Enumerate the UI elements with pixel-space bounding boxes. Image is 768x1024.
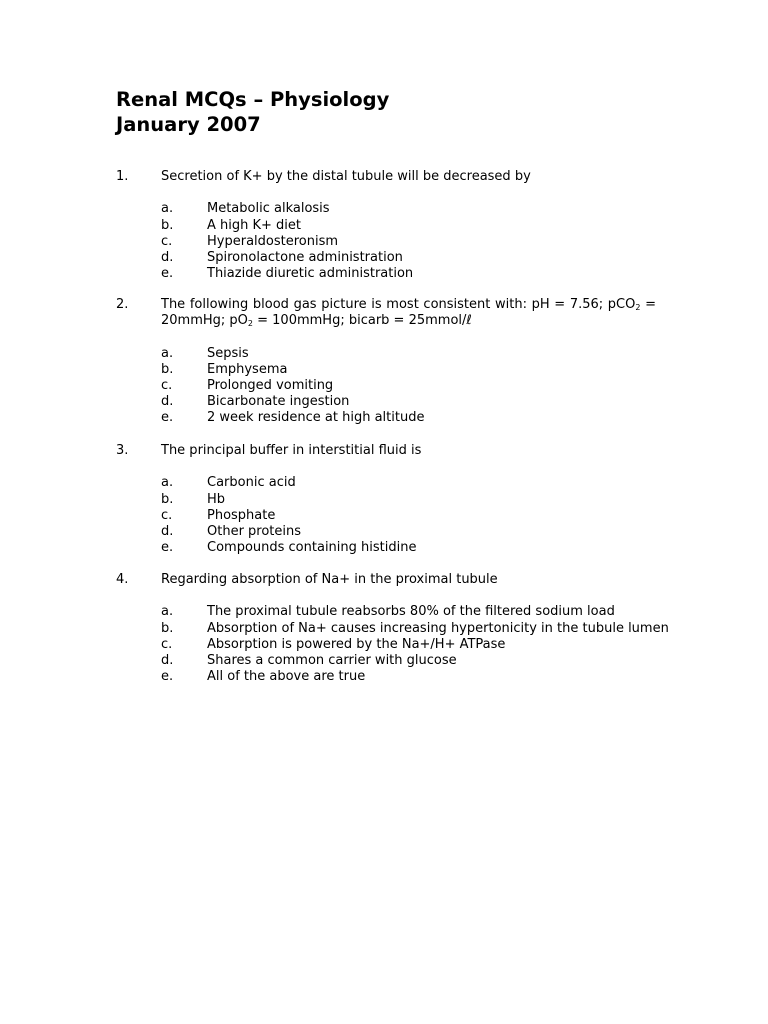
option-text: Absorption is powered by the Na+/H+ ATPase <box>207 636 506 652</box>
option-e <box>116 540 656 556</box>
option-text: A high K+ diet <box>207 217 302 233</box>
option-letter: e. <box>161 410 174 426</box>
option-b <box>116 362 656 378</box>
option-text: Bicarbonate ingestion <box>207 394 350 410</box>
option-letter: e. <box>161 266 174 282</box>
option-list <box>116 201 656 282</box>
option-letter: a. <box>161 604 174 620</box>
question-stem: Regarding absorption of Na+ in the proximal tubule <box>161 572 498 587</box>
question-number: 3. <box>116 443 129 458</box>
option-letter: c. <box>161 636 173 652</box>
question-number: 4. <box>116 572 129 587</box>
option-list <box>116 604 669 685</box>
option-text: Compounds containing histidine <box>207 540 417 556</box>
option-list <box>116 475 656 556</box>
subscript: 2 <box>247 319 253 329</box>
subscript: 2 <box>635 303 641 312</box>
option-a <box>116 475 656 491</box>
option-letter: a. <box>161 475 174 491</box>
title-line-2: January 2007 <box>116 113 261 136</box>
option-text: Spironolactone administration <box>207 249 403 265</box>
stem-part: The following blood gas picture is most consistent with: pH = 7.56; pCO <box>161 297 636 312</box>
option-letter: c. <box>161 377 173 393</box>
option-a <box>116 604 656 620</box>
option-text: Shares a common carrier with glucose <box>207 652 457 668</box>
option-list <box>116 346 656 427</box>
title-line-1: Renal MCQs – Physiology <box>116 88 390 111</box>
option-text: Phosphate <box>207 507 276 523</box>
option-e <box>116 669 656 685</box>
document-title <box>116 87 389 137</box>
question-number: 2. <box>116 297 129 312</box>
option-text: Hyperaldosteronism <box>207 233 339 249</box>
option-text: Emphysema <box>207 361 288 377</box>
option-text: Other proteins <box>207 523 302 539</box>
question-3 <box>116 443 656 556</box>
option-d <box>116 394 656 410</box>
option-letter: d. <box>161 652 174 668</box>
option-text: 2 week residence at high altitude <box>207 410 425 426</box>
question-1 <box>116 169 656 282</box>
option-text: Metabolic alkalosis <box>207 201 330 217</box>
option-text: The proximal tubule reabsorbs 80% of the filtered sodium load <box>207 604 615 620</box>
option-text: Hb <box>207 491 226 507</box>
option-a <box>116 346 656 362</box>
option-e <box>116 266 656 282</box>
question-number: 1. <box>116 169 129 184</box>
option-b <box>116 492 656 508</box>
stem-part: = 100mmHg; bicarb = 25mmol/ℓ <box>253 313 472 329</box>
option-b <box>116 620 669 637</box>
question-stem: Secretion of K+ by the distal tubule will be decreased by <box>161 169 531 184</box>
option-letter: a. <box>161 345 174 361</box>
option-letter: b. <box>161 491 174 507</box>
option-text: Absorption of Na+ causes increasing hypertonicity in the tubule lumen <box>207 620 669 636</box>
option-text: Thiazide diuretic administration <box>207 266 414 282</box>
option-letter: b. <box>161 361 174 377</box>
question-2 <box>116 297 656 427</box>
option-c <box>116 637 656 653</box>
option-d <box>116 524 656 540</box>
option-text: Carbonic acid <box>207 475 296 491</box>
option-letter: b. <box>161 217 174 233</box>
option-letter: e. <box>161 540 174 556</box>
question-stem: The principal buffer in interstitial fluid is <box>161 443 422 458</box>
option-letter: a. <box>161 201 174 217</box>
option-d <box>116 653 656 669</box>
option-letter: b. <box>161 620 174 636</box>
option-letter: d. <box>161 523 174 539</box>
option-letter: c. <box>161 507 173 523</box>
question-stem <box>161 297 656 329</box>
option-e <box>116 410 656 426</box>
option-letter: e. <box>161 669 174 685</box>
option-letter: d. <box>161 394 174 410</box>
option-text: Prolonged vomiting <box>207 377 334 393</box>
stem-part: = 20mmHg; pO <box>161 297 656 329</box>
option-c <box>116 378 656 394</box>
option-c <box>116 508 656 524</box>
question-4 <box>116 572 669 685</box>
option-d <box>116 250 656 266</box>
option-b <box>116 218 656 234</box>
option-text: All of the above are true <box>207 669 366 685</box>
option-letter: d. <box>161 249 174 265</box>
option-a <box>116 201 656 217</box>
option-letter: c. <box>161 233 173 249</box>
option-c <box>116 234 656 250</box>
option-text: Sepsis <box>207 345 249 361</box>
